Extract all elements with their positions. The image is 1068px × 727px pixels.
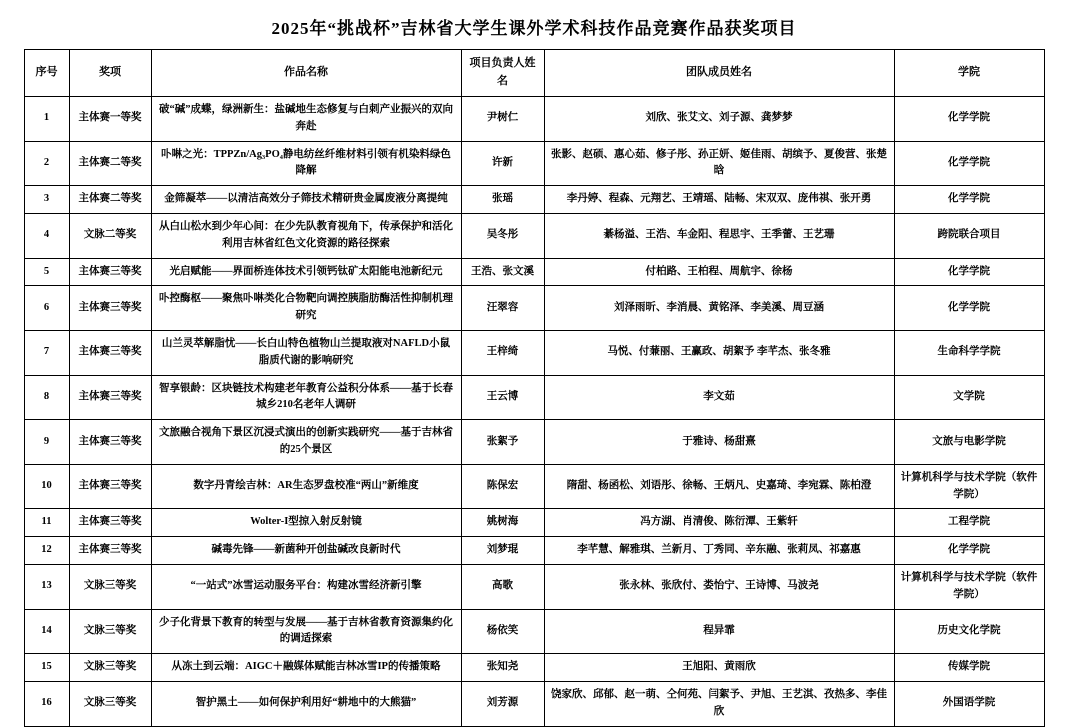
cell-members: 李文茹	[544, 375, 894, 420]
cell-no: 15	[24, 654, 69, 682]
cell-members: 李芊慧、解雅琪、兰新月、丁秀同、辛东融、张莉凤、祁嘉惠	[544, 537, 894, 565]
cell-college: 化学学院	[894, 141, 1044, 186]
cell-award: 主体赛三等奖	[69, 286, 151, 331]
cell-leader: 陈保宏	[461, 464, 544, 509]
cell-leader: 王云博	[461, 375, 544, 420]
table-row	[24, 537, 1044, 565]
cell-no: 2	[24, 141, 69, 186]
column-header-college: 学院	[894, 50, 1044, 97]
cell-no: 4	[24, 213, 69, 258]
cell-college: 传媒学院	[894, 654, 1044, 682]
cell-leader: 刘芳源	[461, 681, 544, 726]
cell-leader: 许新	[461, 141, 544, 186]
cell-leader: 刘梦琨	[461, 537, 544, 565]
cell-work: 数字丹青绘吉林：AR生态罗盘校准“两山”新维度	[151, 464, 461, 509]
cell-leader: 尹树仁	[461, 97, 544, 142]
cell-college: 化学学院	[894, 286, 1044, 331]
cell-leader: 张絮予	[461, 420, 544, 465]
cell-members: 马悦、付蒹丽、王赢政、胡絮予 李芊杰、张冬雅	[544, 330, 894, 375]
table-row	[24, 420, 1044, 465]
page-title: 2025年“挑战杯”吉林省大学生课外学术科技作品竞赛作品获奖项目	[271, 19, 797, 38]
cell-members: 王旭阳、黄雨欣	[544, 654, 894, 682]
cell-leader: 张知尧	[461, 654, 544, 682]
column-header-work: 作品名称	[151, 50, 461, 97]
table-row	[24, 681, 1044, 726]
cell-work: 碱毒先锋——新菌种开创盐碱改良新时代	[151, 537, 461, 565]
cell-members: 饶家欣、邱郁、赵一萌、仝何苑、闫絮予、尹旭、王艺淇、孜热多、李佳欣	[544, 681, 894, 726]
cell-college: 生命科学学院	[894, 330, 1044, 375]
cell-award: 主体赛三等奖	[69, 464, 151, 509]
cell-no: 16	[24, 681, 69, 726]
cell-work: 智享银龄：区块链技术构建老年教育公益积分体系——基于长春城乡210名老年人调研	[151, 375, 461, 420]
cell-award: 主体赛三等奖	[69, 509, 151, 537]
cell-work: 光启赋能——界面桥连体技术引领钙钛矿太阳能电池新纪元	[151, 258, 461, 286]
table-row	[24, 464, 1044, 509]
cell-award: 文脉三等奖	[69, 564, 151, 609]
cell-college: 工程学院	[894, 509, 1044, 537]
table-row	[24, 141, 1044, 186]
table-row	[24, 330, 1044, 375]
cell-no: 5	[24, 258, 69, 286]
cell-work: 破“碱”成蝶，绿洲新生：盐碱地生态修复与白刺产业振兴的双向奔赴	[151, 97, 461, 142]
cell-work: 文旅融合视角下景区沉浸式演出的创新实践研究——基于吉林省的25个景区	[151, 420, 461, 465]
cell-award: 主体赛三等奖	[69, 330, 151, 375]
cell-leader: 汪翠容	[461, 286, 544, 331]
cell-leader: 高歌	[461, 564, 544, 609]
cell-members: 张影、赵硕、惠心茹、修子彤、孙正妍、姬佳雨、胡缤予、夏俊营、张楚晗	[544, 141, 894, 186]
cell-leader: 姚树海	[461, 509, 544, 537]
table-row	[24, 97, 1044, 142]
cell-no: 7	[24, 330, 69, 375]
cell-award: 主体赛三等奖	[69, 420, 151, 465]
cell-award: 主体赛一等奖	[69, 97, 151, 142]
cell-no: 13	[24, 564, 69, 609]
cell-college: 文旅与电影学院	[894, 420, 1044, 465]
cell-no: 9	[24, 420, 69, 465]
table-row	[24, 186, 1044, 214]
cell-award: 文脉三等奖	[69, 654, 151, 682]
cell-no: 1	[24, 97, 69, 142]
table-row	[24, 564, 1044, 609]
cell-leader: 张瑶	[461, 186, 544, 214]
cell-work: 少子化背景下教育的转型与发展——基于吉林省教育资源集约化的调适探索	[151, 609, 461, 654]
cell-college: 文学院	[894, 375, 1044, 420]
cell-work: 从冻土到云端：AIGC＋融媒体赋能吉林冰雪IP的传播策略	[151, 654, 461, 682]
cell-members: 冯方湖、肖清俊、陈衍潭、王紫轩	[544, 509, 894, 537]
table-row	[24, 654, 1044, 682]
cell-college: 化学学院	[894, 186, 1044, 214]
cell-no: 12	[24, 537, 69, 565]
award-table	[24, 49, 1045, 727]
table-row	[24, 509, 1044, 537]
cell-award: 主体赛二等奖	[69, 186, 151, 214]
cell-award: 主体赛二等奖	[69, 141, 151, 186]
cell-work: “一站式”冰雪运动服务平台：构建冰雪经济新引擎	[151, 564, 461, 609]
cell-no: 14	[24, 609, 69, 654]
cell-work: 山兰灵萃解脂忧——长白山特色植物山兰提取液对NAFLD小鼠脂质代谢的影响研究	[151, 330, 461, 375]
table-body	[24, 97, 1044, 727]
cell-no: 6	[24, 286, 69, 331]
cell-leader: 吴冬彤	[461, 213, 544, 258]
cell-award: 主体赛三等奖	[69, 258, 151, 286]
cell-work: 金筛凝萃——以清洁高效分子筛技术精研贵金属废液分离提纯	[151, 186, 461, 214]
cell-award: 文脉三等奖	[69, 681, 151, 726]
cell-no: 11	[24, 509, 69, 537]
table-row	[24, 213, 1044, 258]
cell-college: 计算机科学与技术学院（软件学院）	[894, 464, 1044, 509]
cell-members: 于雅诗、杨甜熹	[544, 420, 894, 465]
table-row	[24, 609, 1044, 654]
cell-college: 跨院联合项目	[894, 213, 1044, 258]
cell-college: 历史文化学院	[894, 609, 1044, 654]
cell-members: 綦杨溢、王浩、车金阳、程思宇、王季蕾、王艺珊	[544, 213, 894, 258]
cell-award: 主体赛三等奖	[69, 375, 151, 420]
cell-no: 10	[24, 464, 69, 509]
column-header-award: 奖项	[69, 50, 151, 97]
column-header-no: 序号	[24, 50, 69, 97]
column-header-members: 团队成员姓名	[544, 50, 894, 97]
cell-no: 8	[24, 375, 69, 420]
cell-members: 刘泽雨昕、李消晨、黄铭泽、李美溪、周豆涵	[544, 286, 894, 331]
cell-leader: 杨依笑	[461, 609, 544, 654]
cell-award: 文脉三等奖	[69, 609, 151, 654]
header-row	[24, 50, 1044, 97]
cell-members: 隋甜、杨函松、刘语彤、徐畅、王炳凡、史嘉琦、李宛霖、陈柏澄	[544, 464, 894, 509]
cell-members: 刘欣、张艾文、刘子源、龚梦梦	[544, 97, 894, 142]
cell-award: 文脉二等奖	[69, 213, 151, 258]
cell-college: 计算机科学与技术学院（软件学院）	[894, 564, 1044, 609]
cell-members: 付柏路、王柏程、周航宇、徐杨	[544, 258, 894, 286]
table-row	[24, 258, 1044, 286]
cell-work: 卟啉之光：TPPZn/Ag₃PO₄静电纺丝纤维材料引领有机染料绿色降解	[151, 141, 461, 186]
cell-college: 化学学院	[894, 537, 1044, 565]
cell-members: 张永林、张欣付、娄怡宁、王诗博、马波尧	[544, 564, 894, 609]
column-header-leader: 项目负责人姓名	[461, 50, 544, 97]
cell-work: 从白山松水到少年心间：在少先队教育视角下，传承保护和活化利用吉林省红色文化资源的路径探索	[151, 213, 461, 258]
table-row	[24, 375, 1044, 420]
cell-work: 智护黑土——如何保护利用好“耕地中的大熊猫”	[151, 681, 461, 726]
cell-college: 外国语学院	[894, 681, 1044, 726]
table-row	[24, 286, 1044, 331]
cell-no: 3	[24, 186, 69, 214]
cell-college: 化学学院	[894, 97, 1044, 142]
cell-members: 程异霏	[544, 609, 894, 654]
cell-work: 卟控酶枢——聚焦卟啉类化合物靶向调控胰脂肪酶活性抑制机理研究	[151, 286, 461, 331]
cell-leader: 王浩、张文溪	[461, 258, 544, 286]
cell-award: 主体赛三等奖	[69, 537, 151, 565]
cell-leader: 王梓绮	[461, 330, 544, 375]
cell-members: 李丹婷、程森、元翔艺、王靖瑶、陆畅、宋双双、庞伟祺、张开勇	[544, 186, 894, 214]
cell-work: Wolter-I型掠入射反射镜	[151, 509, 461, 537]
cell-college: 化学学院	[894, 258, 1044, 286]
